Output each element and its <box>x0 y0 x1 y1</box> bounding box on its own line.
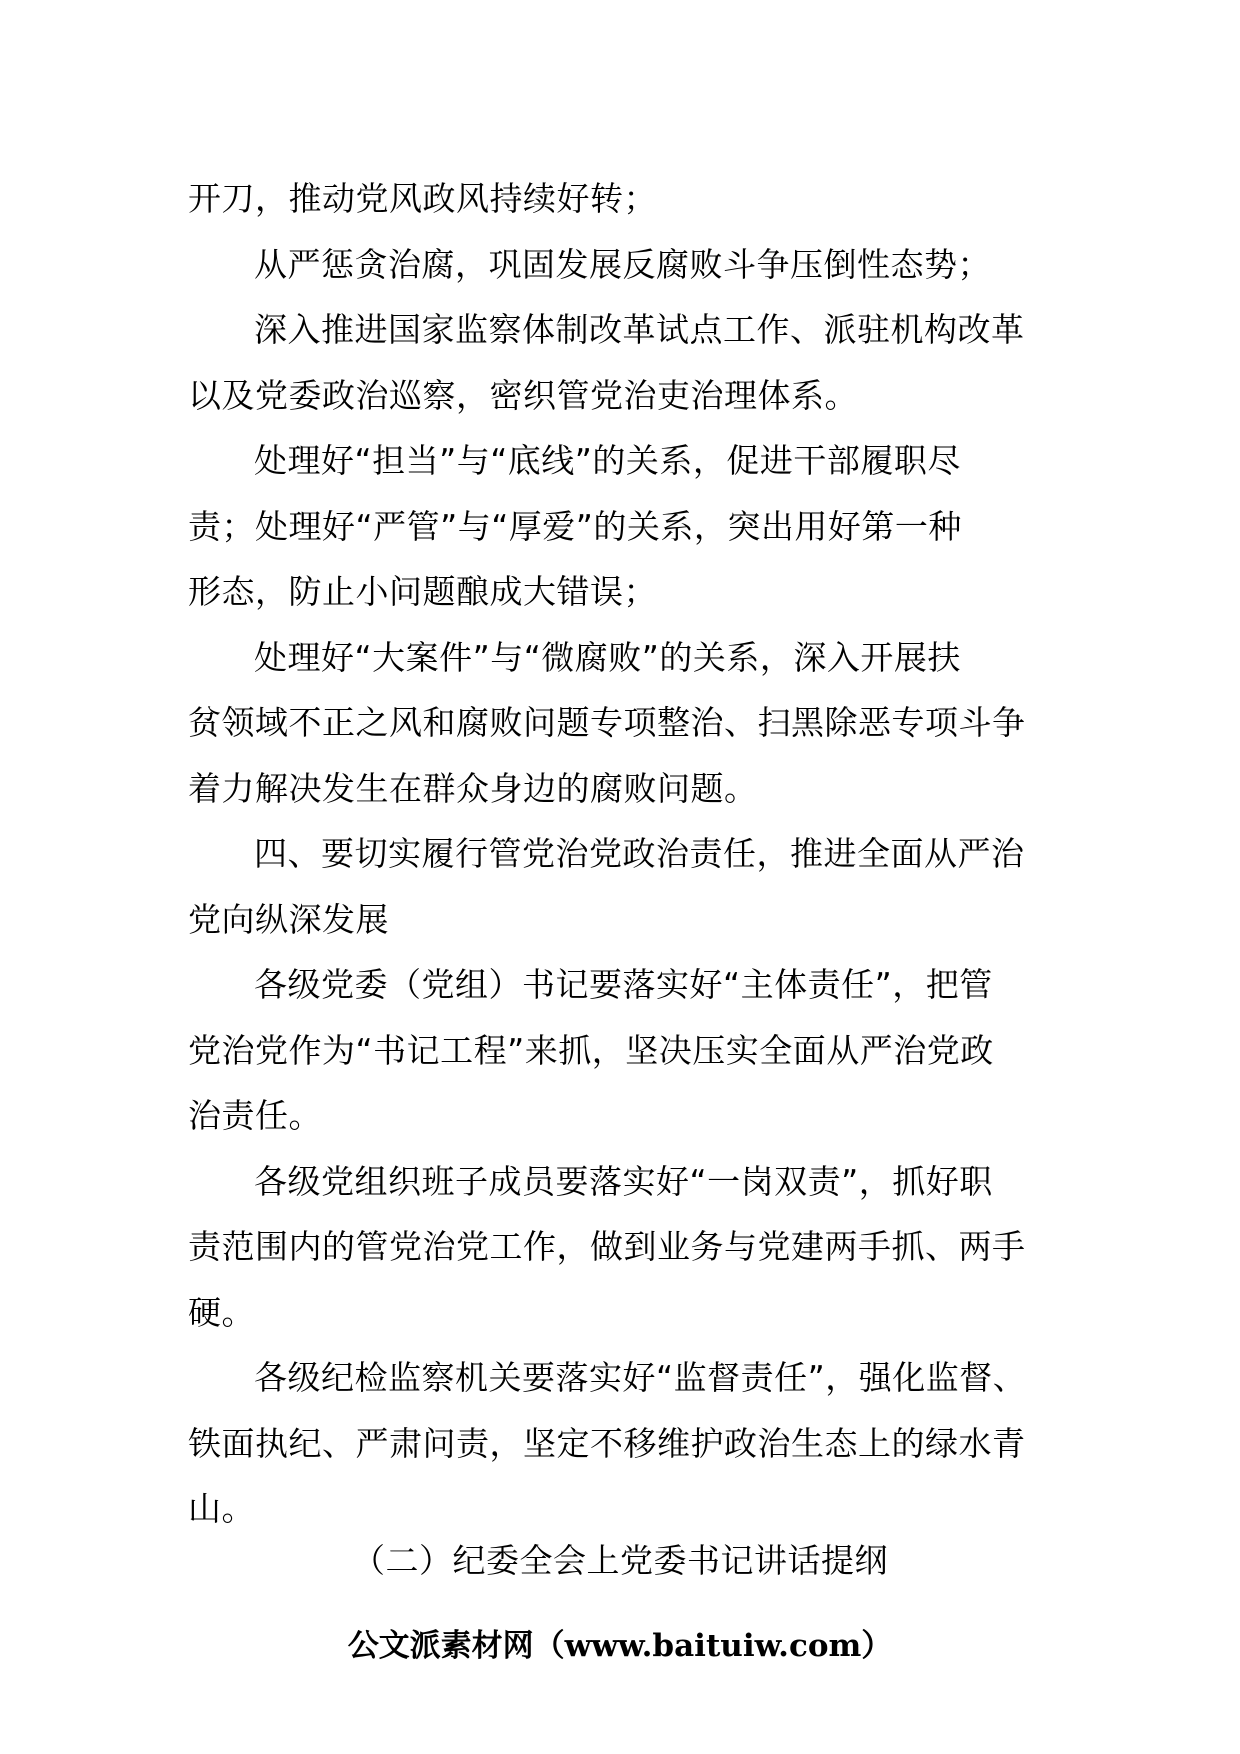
paragraph-6 <box>188 952 1060 1149</box>
paragraph-2 <box>188 232 1060 298</box>
text-line: 铁面执纪、严肃问责，坚定不移维护政治生态上的绿水青 <box>188 1423 1026 1463</box>
text-line: 以及党委政治巡察，密织管党治吏治理体系。 <box>188 375 858 415</box>
text-line: 从严惩贪治腐，巩固发展反腐败斗争压倒性态势； <box>254 244 991 284</box>
text-line: 党向纵深发展 <box>188 899 389 939</box>
text-line: 山。 <box>188 1489 255 1528</box>
text-line: 开刀，推动党风政风持续好转； <box>188 179 657 218</box>
subheading: （二）纪委全会上党委书记讲话提纲 <box>352 1541 888 1580</box>
text-line: 各级党委（党组）书记要落实好“主体责任”，把管 <box>254 965 993 1004</box>
paragraph-3 <box>188 297 1060 428</box>
paragraph-4 <box>188 428 1060 625</box>
text-line: 党治党作为“书记工程”来抓，坚决压实全面从严治党政 <box>188 1030 994 1070</box>
text-line: 治责任。 <box>188 1096 322 1135</box>
text-line: 各级党组织班子成员要落实好“一岗双责”，抓好职 <box>254 1161 993 1201</box>
paragraph-5 <box>188 625 1060 822</box>
text-line: 处理好“担当”与“底线”的关系，促进干部履职尽 <box>254 441 961 480</box>
text-line: 责；处理好“严管”与“厚爱”的关系，突出用好第一种 <box>188 506 962 546</box>
text-line: 处理好“大案件”与“微腐败”的关系，深入开展扶 <box>254 637 961 677</box>
paragraph-1 <box>188 166 1060 232</box>
source-watermark: 公文派素材网（www.baituiw.com） <box>347 1628 893 1664</box>
paragraph-7 <box>188 1149 1060 1346</box>
section-heading-4 <box>188 821 1060 952</box>
text-line: 贫领域不正之风和腐败问题专项整治、扫黑除恶专项斗争 <box>188 703 1026 742</box>
text-line: 硬。 <box>188 1292 255 1332</box>
text-line: 形态，防止小问题酿成大错误； <box>188 572 657 611</box>
text-line: 着力解决发生在群众身边的腐败问题。 <box>188 768 758 808</box>
text-line: 责范围内的管党治党工作，做到业务与党建两手抓、两手 <box>188 1227 1026 1266</box>
text-line: 深入推进国家监察体制改革试点工作、派驻机构改革 <box>254 310 1025 349</box>
text-line: 四、要切实履行管党治党政治责任，推进全面从严治 <box>254 834 1025 873</box>
paragraph-8 <box>188 1345 1060 1542</box>
text-line: 各级纪检监察机关要落实好“监督责任”，强化监督、 <box>254 1358 1027 1397</box>
document-body <box>188 166 1060 1542</box>
